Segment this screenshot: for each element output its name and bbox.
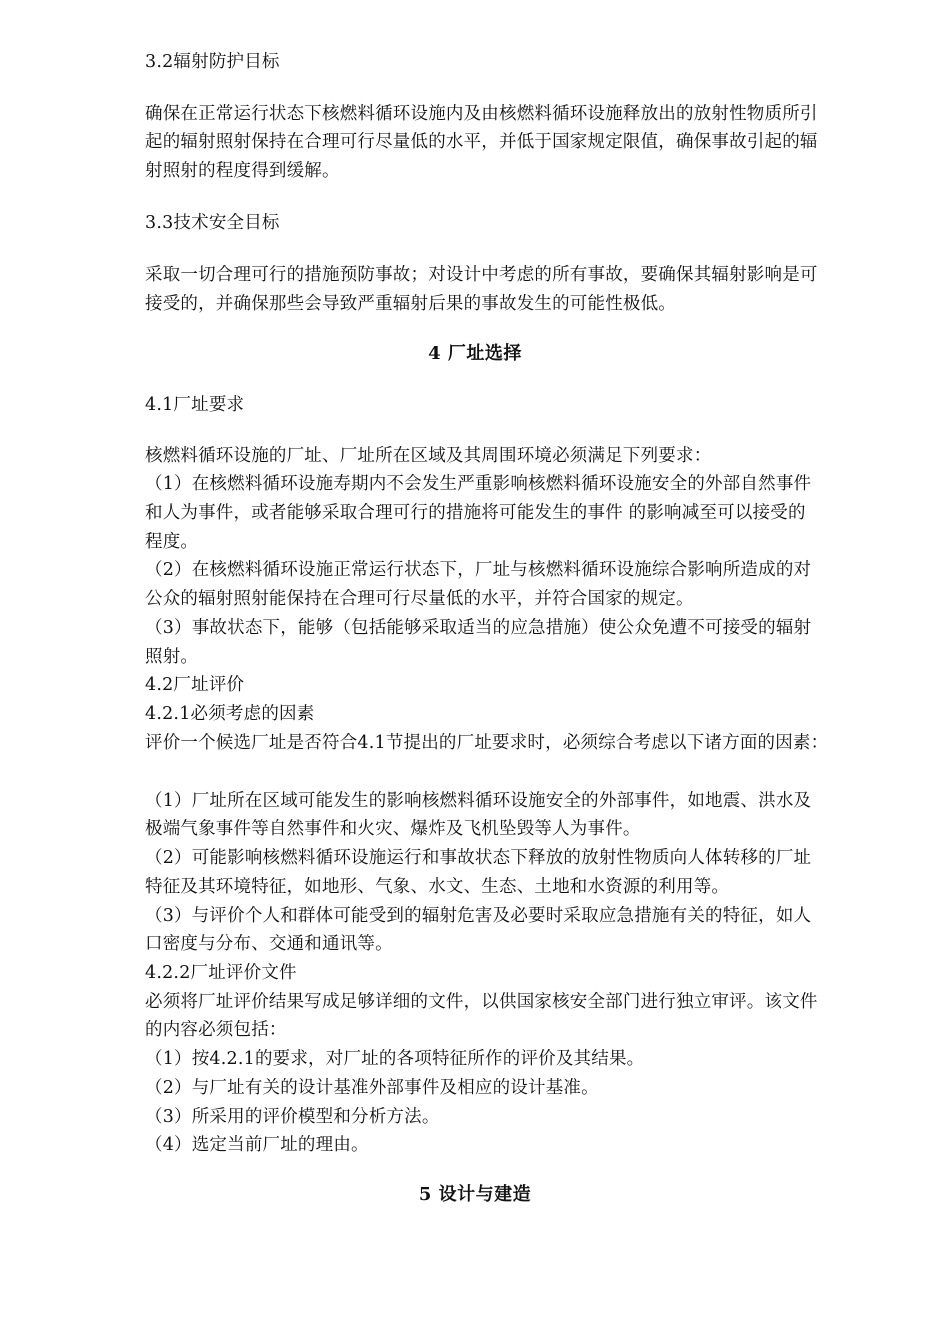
section-4-2-title: 4.2厂址评价 bbox=[145, 675, 245, 695]
paragraph-line: 极端气象事件等自然事件和火灾、爆炸及飞机坠毁等人为事件。 bbox=[145, 819, 641, 839]
paragraph-line: 程度。 bbox=[145, 532, 199, 552]
paragraph-line: 照射。 bbox=[145, 647, 199, 667]
paragraph-line: （1）厂址所在区域可能发生的影响核燃料循环设施安全的外部事件，如地震、洪水及 bbox=[145, 791, 812, 811]
paragraph-line: 核燃料循环设施的厂址、厂址所在区域及其周围环境必须满足下列要求： bbox=[145, 446, 712, 466]
paragraph-line: （4）选定当前厂址的理由。 bbox=[145, 1135, 369, 1155]
section-4-1-title: 4.1厂址要求 bbox=[145, 395, 245, 415]
paragraph-line: 和人为事件，或者能够采取合理可行的措施将可能发生的事件 的影响减至可以接受的 bbox=[145, 503, 806, 523]
section-4-2-2-title: 4.2.2厂址评价文件 bbox=[145, 963, 297, 983]
paragraph-line: 特征及其环境特征，如地形、气象、水文、生态、土地和水资源的利用等。 bbox=[145, 877, 730, 897]
paragraph-line: 评价一个候选厂址是否符合4.1节提出的厂址要求时，必须综合考虑以下诸方面的因素： bbox=[145, 733, 829, 753]
section-3-3-title: 3.3技术安全目标 bbox=[145, 213, 280, 233]
paragraph-line: 公众的辐射照射能保持在合理可行尽量低的水平，并符合国家的规定。 bbox=[145, 589, 694, 609]
paragraph-line: 必须将厂址评价结果写成足够详细的文件，以供国家核安全部门进行独立审评。该文件 bbox=[145, 992, 818, 1012]
paragraph-line: 射照射的程度得到缓解。 bbox=[145, 161, 340, 181]
chapter-4-heading: 4 厂址选择 bbox=[428, 343, 522, 364]
paragraph-line: （3）所采用的评价模型和分析方法。 bbox=[145, 1107, 440, 1127]
paragraph-line: （2）在核燃料循环设施正常运行状态下，厂址与核燃料循环设施综合影响所造成的对 bbox=[145, 560, 812, 580]
chapter-5-heading: 5 设计与建造 bbox=[418, 1184, 532, 1205]
paragraph-line: 起的辐射照射保持在合理可行尽量低的水平，并低于国家规定限值，确保事故引起的辐 bbox=[145, 132, 818, 152]
section-3-2-title: 3.2辐射防护目标 bbox=[145, 52, 280, 72]
paragraph-line: 口密度与分布、交通和通讯等。 bbox=[145, 934, 393, 954]
paragraph-line: （3）与评价个人和群体可能受到的辐射危害及必要时采取应急措施有关的特征，如人 bbox=[145, 906, 812, 926]
paragraph-line: （1）在核燃料循环设施寿期内不会发生严重影响核燃料循环设施安全的外部自然事件 bbox=[145, 474, 812, 494]
paragraph-line: （3）事故状态下，能够（包括能够采取适当的应急措施）使公众免遭不可接受的辐射 bbox=[145, 618, 812, 638]
paragraph-line: （2）与厂址有关的设计基准外部事件及相应的设计基准。 bbox=[145, 1078, 599, 1098]
paragraph-line: （2）可能影响核燃料循环设施运行和事故状态下释放的放射性物质向人体转移的厂址 bbox=[145, 848, 812, 868]
paragraph-line: 确保在正常运行状态下核燃料循环设施内及由核燃料循环设施释放出的放射性物质所引 bbox=[145, 104, 818, 124]
section-4-2-1-title: 4.2.1必须考虑的因素 bbox=[145, 704, 315, 724]
paragraph-line: 接受的，并确保那些会导致严重辐射后果的事故发生的可能性极低。 bbox=[145, 294, 676, 314]
paragraph-line: 采取一切合理可行的措施预防事故；对设计中考虑的所有事故，要确保其辐射影响是可 bbox=[145, 265, 818, 285]
paragraph-line: （1）按4.2.1的要求，对厂址的各项特征所作的评价及其结果。 bbox=[145, 1049, 645, 1069]
paragraph-line: 的内容必须包括： bbox=[145, 1020, 287, 1040]
